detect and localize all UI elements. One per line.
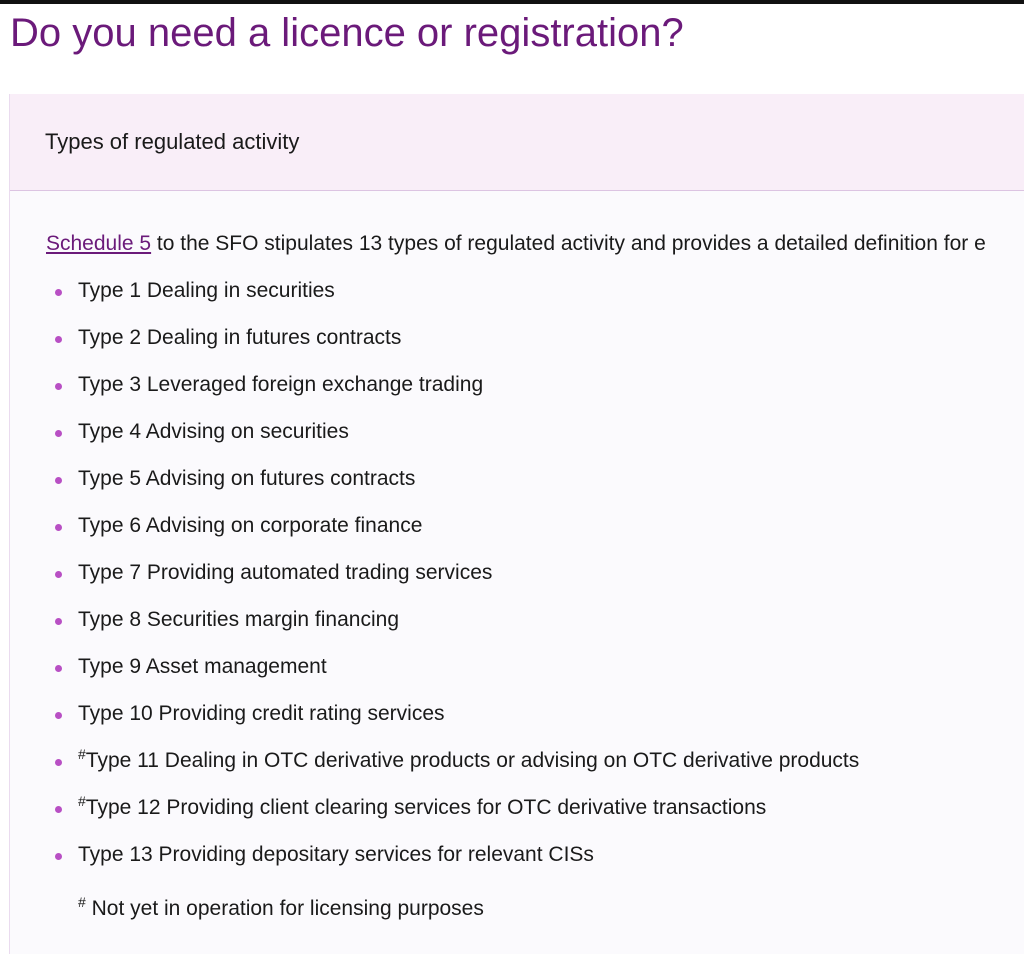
activity-label: Type 10 Providing credit rating services: [78, 702, 445, 725]
bullet-icon: [55, 759, 62, 766]
list-item: [46, 699, 859, 746]
bullet-icon: [55, 853, 62, 860]
bullet-icon: [55, 712, 62, 719]
list-item: [46, 746, 859, 793]
regulated-activity-panel: [9, 94, 1024, 954]
footnote-text: Not yet in operation for licensing purposes: [85, 897, 484, 920]
bullet-icon: [55, 383, 62, 390]
list-item: [46, 840, 859, 887]
panel-header[interactable]: [10, 94, 1024, 191]
bullet-icon: [55, 524, 62, 531]
intro-paragraph: [46, 230, 986, 258]
panel-header-label: Types of regulated activity: [45, 129, 300, 154]
list-item: [46, 558, 859, 605]
list-item: [46, 370, 859, 417]
bullet-icon: [55, 336, 62, 343]
page-title: Do you need a licence or registration?: [10, 11, 684, 55]
intro-text: to the SFO stipulates 13 types of regulated activity and provides a detailed definition for e: [151, 232, 986, 255]
footnote-mark: #: [78, 793, 86, 809]
activity-label: Type 2 Dealing in futures contracts: [78, 326, 402, 349]
list-item: [46, 605, 859, 652]
list-item: [46, 417, 859, 464]
bullet-icon: [55, 665, 62, 672]
activity-label: Type 8 Securities margin financing: [78, 608, 399, 631]
activity-label: Type 7 Providing automated trading services: [78, 561, 493, 584]
activity-label: Type 9 Asset management: [78, 655, 327, 678]
list-item: [46, 464, 859, 511]
activity-label: Type 3 Leveraged foreign exchange trading: [78, 373, 484, 396]
activity-label: Type 12 Providing client clearing services for OTC derivative transactions: [85, 796, 767, 819]
activity-label: Type 11 Dealing in OTC derivative products or advising on OTC derivative products: [85, 749, 860, 772]
activity-label: Type 1 Dealing in securities: [78, 279, 335, 302]
schedule-5-link[interactable]: Schedule 5: [46, 232, 152, 255]
bullet-icon: [55, 806, 62, 813]
list-item: [46, 511, 859, 558]
footnote: [78, 894, 484, 925]
top-bar: [0, 0, 1024, 4]
list-item: [46, 652, 859, 699]
footnote-mark: #: [78, 894, 86, 910]
activity-label: Type 6 Advising on corporate finance: [78, 514, 423, 537]
list-item: [46, 323, 859, 370]
bullet-icon: [55, 618, 62, 625]
list-item: [46, 793, 859, 840]
footnote-mark: #: [78, 746, 86, 762]
activity-label: Type 4 Advising on securities: [78, 420, 349, 443]
bullet-icon: [55, 430, 62, 437]
activity-label: Type 13 Providing depositary services for relevant CISs: [78, 843, 594, 866]
list-item: [46, 276, 859, 323]
activity-label: Type 5 Advising on futures contracts: [78, 467, 416, 490]
bullet-icon: [55, 571, 62, 578]
activity-list: [46, 276, 859, 887]
bullet-icon: [55, 477, 62, 484]
bullet-icon: [55, 289, 62, 296]
